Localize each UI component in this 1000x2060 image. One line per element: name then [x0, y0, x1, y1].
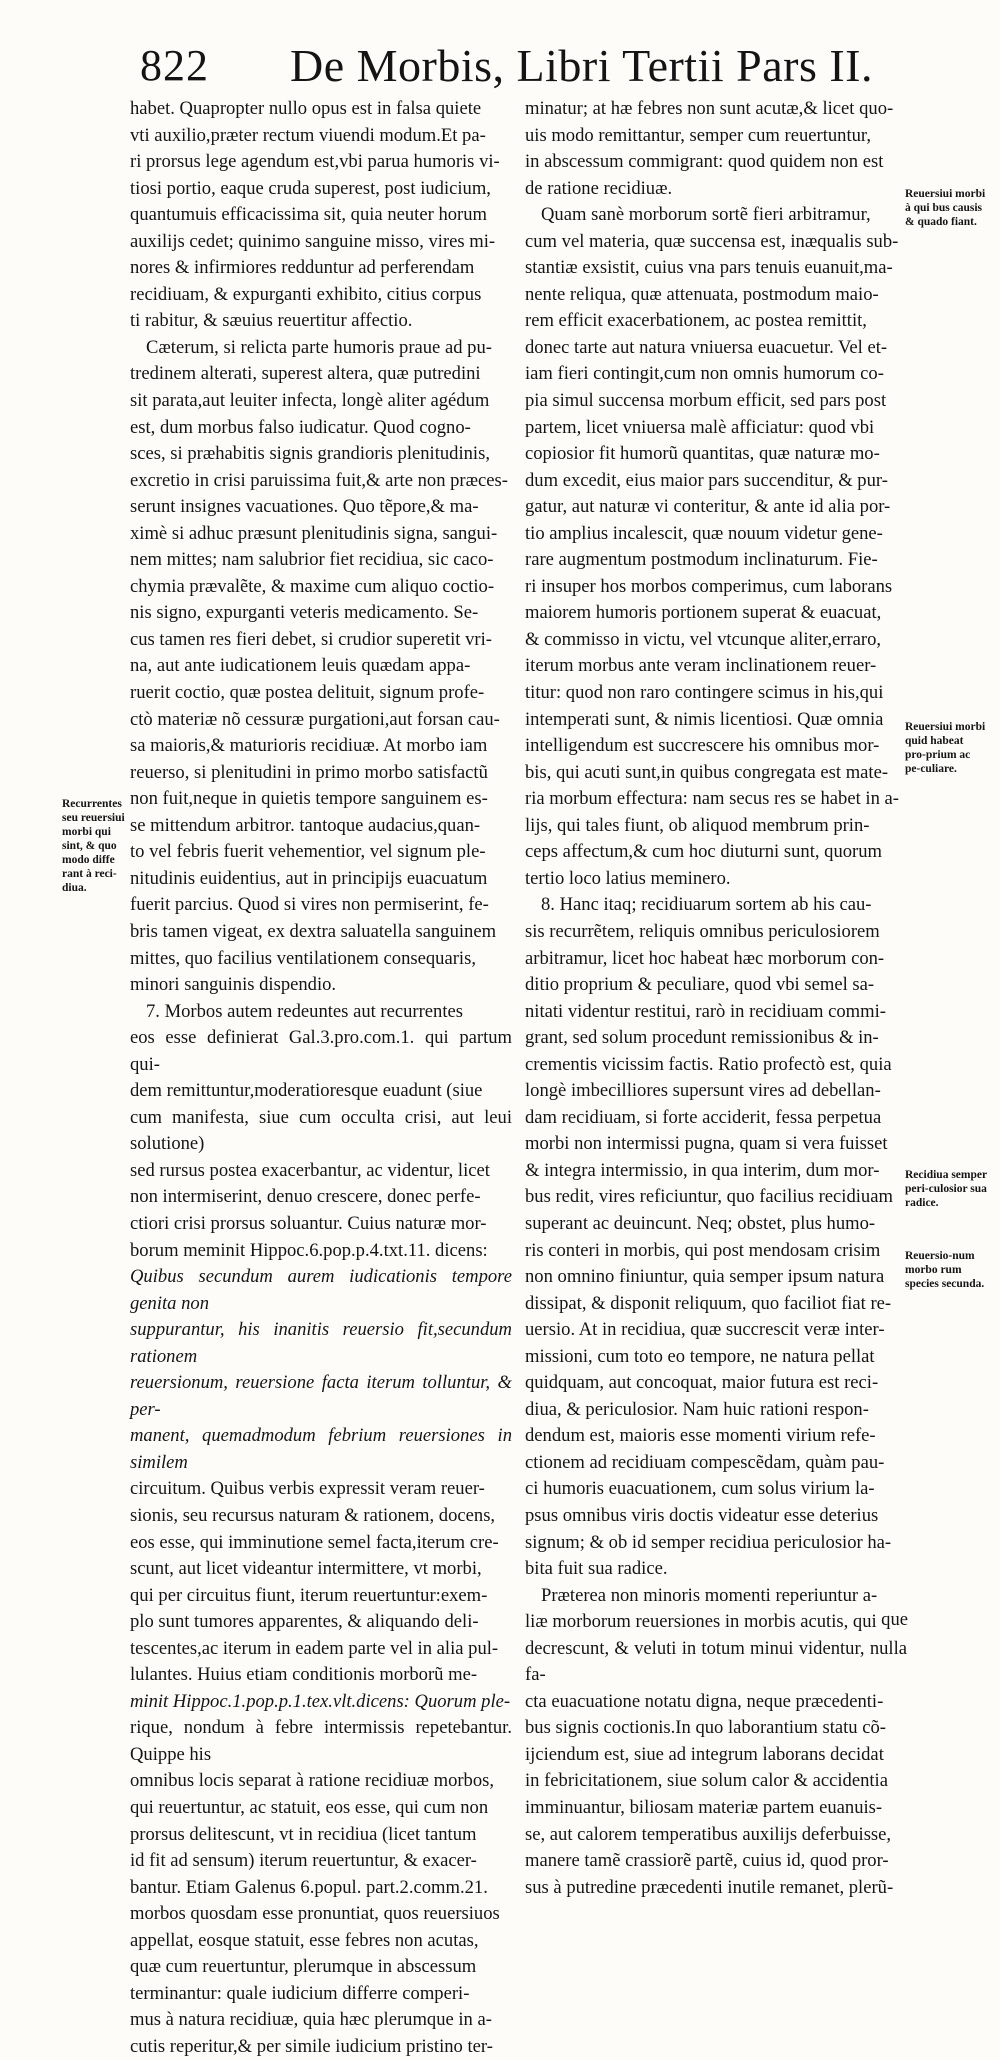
text-line: circuitum. Quibus verbis expressit veram reuer- [130, 1478, 485, 1500]
text-line: Cæterum, si relicta parte humoris praue ad pu- [146, 336, 492, 358]
text-line: dendum est, maioris esse momenti virium refe- [525, 1425, 876, 1447]
text-line: bita fuit sua radice. [525, 1558, 668, 1580]
text-line: ci humoris euacuationem, cum solus virium la- [525, 1478, 875, 1500]
text-line: auxilijs cedet; quinimo sanguine misso, vires mi- [130, 230, 496, 252]
text-line: partem, licet vniuersa malè afficiatur: quod vbi [525, 416, 875, 438]
text-line: diua, & periculosior. Nam huic rationi respon- [525, 1398, 869, 1420]
text-line: stantiæ exsistit, cuius vna pars tenuis euanuit,ma- [525, 257, 893, 279]
text-line: non fuit,neque in quietis tempore sanguinem es- [130, 788, 488, 810]
text-line: qui per circuitus fiunt, iterum reuertuntur:exem- [130, 1584, 488, 1606]
running-title: De Morbis, Libri Tertii Pars II. [290, 40, 874, 91]
text-line: tescentes,ac iterum in eadem parte vel in alia pul- [130, 1637, 499, 1659]
text-line: manere tamẽ crassiorẽ partẽ, cuius id, quod pror- [525, 1850, 889, 1872]
text-line: 8. Hanc itaq; recidiuarum sortem ab his cau- [541, 894, 872, 916]
text-line: nores & infirmiores redduntur ad perferendam [130, 257, 475, 279]
text-line: sis recurrẽtem, reliquis omnibus periculosiorem [525, 920, 880, 942]
text-line: 7. Morbos autem redeuntes aut recurrentes [146, 1000, 464, 1022]
text-line: plo sunt tumores apparentes, & aliquando deli- [130, 1611, 479, 1633]
text-line: & commisso in victu, vel vtcunque aliter,erraro, [525, 628, 882, 650]
text-line: bis, qui acuti sunt,in quibus congregata est mate- [525, 761, 889, 783]
text-line: eos esse, qui imminutione semel facta,iterum cre- [130, 1531, 499, 1553]
text-line: ctiori crisi prorsus soluantur. Cuius naturæ mor- [130, 1212, 487, 1234]
marginal-note-reuersionum: Reuersio-num morbo rum species secunda. [905, 1250, 985, 1290]
text-line: recidiuam, & expurganti exhibito, citius corpus [130, 283, 482, 305]
text-line: morbi non intermissi pugna, quam si vera fuisset [525, 1133, 888, 1155]
text-line: maiorem humoris portionem superat & euacuat, [525, 602, 882, 624]
text-line: scunt, aut licet videantur intermittere, vt morbi, [130, 1558, 482, 1580]
text-line: dissipat, & disponit reliquum, quo faciliot fiat re- [525, 1292, 892, 1314]
text-line: qui reuertuntur, ac statuit, eos esse, qui cum non [130, 1797, 489, 1818]
text-line: tiosi portio, eaque cruda superest, post iudicium, [130, 177, 491, 199]
text-line: Quibus secundum aurem iudicationis tempore genita non [130, 1266, 512, 1314]
text-line: copiosior fit humorũ quantitas, quæ naturæ mo- [525, 443, 880, 465]
text-line: prorsus delitescunt, vt in recidiua (licet tantum [130, 1823, 477, 1845]
text-line: liæ morborum reuersiones in morbis acutis, qui [525, 1611, 877, 1633]
text-line: serunt insignes vacuationes. Quo tẽpore,& ma- [130, 496, 479, 518]
marginal-note-reuersiui: Reuersiui morbi à qui bus causis & quado fiant. [905, 188, 986, 228]
text-line: cutis reperitur,& per simile iudicium pristino ter- [130, 2035, 493, 2057]
text-line: cum vel materia, quæ succensa est, inæqualis sub- [525, 230, 899, 252]
text-line: imminuantur, biliosam materiæ partem euanuis- [525, 1797, 883, 1818]
text-line: nem mittes; nam salubrior fiet recidiua, sic caco- [130, 549, 494, 571]
text-line: rem efficit exacerbationem, ac postea remittit, [525, 310, 867, 332]
text-line: quantumuis efficacissima sit, quia neuter horum [130, 204, 487, 226]
text-line: intemperati sunt, & nimis licentiosi. Quæ omnia [525, 708, 884, 730]
text-line: ruerit coctio, quæ postea delituit, signum profe- [130, 682, 485, 704]
text-line: superant ac deuincunt. Neq; obstet, plus humo- [525, 1212, 876, 1234]
text-line: to vel febris fuerit vehementior, vel signum ple- [130, 841, 486, 863]
page-header [140, 40, 900, 92]
marginal-note-recidiua: Recidiua semper peri-culosior sua radice. [905, 1169, 987, 1209]
left-text-column [130, 96, 512, 2060]
text-line: rique, nondum à febre intermissis repetebantur. Quippe his [130, 1717, 512, 1765]
text-line: titur: quod non raro contingere scimus in his,qui [525, 682, 884, 704]
text-line: chymia prævalẽte, & maxime cum aliquo coctio- [130, 575, 495, 597]
text-line: gatur, aut naturæ vi conteritur, & ante id alia por- [525, 496, 891, 518]
text-line: nis signo, expurganti veteris medicamento. Se- [130, 602, 479, 624]
text-line: sed rursus postea exacerbantur, ac videntur, licet [130, 1159, 490, 1181]
text-line: ctò materiæ nõ cessuræ purgationi,aut forsan cau- [130, 708, 500, 730]
text-line: sa maioris,& maturioris recidiuæ. At morbo iam [130, 735, 488, 757]
text-line: mittes, quo facilius ventilationem consequaris, [130, 947, 476, 969]
text-line: lulantes. Huius etiam conditionis morborũ me- [130, 1664, 478, 1686]
text-line: ctionem ad recidiuam compescẽdam, quàm pau- [525, 1451, 885, 1473]
text-line: ris conteri in morbis, qui post mendosam crisim [525, 1239, 881, 1261]
text-line: non intermiserint, denuo crescere, donec perfe- [130, 1186, 481, 1208]
text-line: quidquam, aut concoquat, maior futura est reci- [525, 1372, 879, 1394]
text-line: cus tamen res fieri debet, si crudior superetit vri- [130, 628, 492, 650]
text-line: tertio loco latius meminero. [525, 867, 731, 889]
text-line: ceps affectum,& cum hoc diuturni sunt, quorum [525, 841, 882, 863]
text-line: se mittendum arbitror. tantoque audacius,quan- [130, 814, 481, 836]
text-line: psus omnibus viris doctis videatur esse deterius [525, 1504, 879, 1526]
text-line: mus à natura recidiuæ, quia hæc plerumque in a- [130, 2009, 492, 2031]
text-line: bus signis coctionis.In quo laborantium statu cõ- [525, 1717, 886, 1739]
text-line: nitudinis euidentius, aut in principijs euacuatum [130, 867, 488, 889]
text-line: decrescunt, & veluti in totum minui videntur, nulla fa- [525, 1637, 907, 1686]
text-line: reuersionum, reuersione facta iterum tolluntur, & per- [130, 1372, 512, 1420]
text-line: habet. Quapropter nullo opus est in falsa quiete [130, 98, 482, 119]
text-line: in febricitationem, siue solum calor & accidentia [525, 1770, 888, 1792]
text-line: & integra intermissio, in qua interim, dum mor- [525, 1159, 880, 1181]
text-line: pia simul succensa morbum efficit, sed pars post [525, 390, 887, 412]
text-line: bris tamen vigeat, ex dextra saluatella sanguinem [130, 920, 497, 942]
text-line: terminantur: quale iudicium differre comperi- [130, 1982, 470, 2004]
text-line: donec tarte aut natura vniuersa euacuetur. Vel et- [525, 336, 888, 358]
text-line: ri insuper hos morbos comperimus, cum laborans [525, 575, 893, 597]
text-line: de ratione recidiuæ. [525, 177, 673, 199]
text-line: ria morbum effectura: nam secus res se habet in a- [525, 788, 899, 810]
text-line: dum excedit, eius maior pars succenditur, & pur- [525, 469, 888, 491]
text-line: suppurantur, his inanitis reuersio fit,secundum rationem [130, 1319, 512, 1367]
text-line: bus redit, vires reficiuntur, quo facilius recidiuam [525, 1186, 893, 1208]
text-line: est, dum morbus falso iudicatur. Quod cogno- [130, 416, 471, 438]
marginal-note-reuersiui-proprium: Reuersiui morbi quid habeat pro-prium ac pe-culiare. [905, 721, 986, 775]
text-line: minit Hippoc.1.pop.p.1.tex.vlt.dicens: Quorum ple- [130, 1690, 511, 1712]
text-line: sionis, seu recursus naturam & rationem, docens, [130, 1504, 496, 1526]
text-line: cum manifesta, siue cum occulta crisi, aut leui solutione) [130, 1106, 512, 1155]
text-line: fuerit parcius. Quod si vires non permiserint, fe- [130, 894, 489, 916]
marginal-note-recurrentes: Recurrentes seu reuersiui morbi qui sint, & quo modo diffe rant à reci-diua. [62, 798, 125, 894]
text-line: dem remittuntur,moderatioresque euadunt (siue [130, 1080, 483, 1102]
text-line: vti auxilio,præter rectum viuendi modum.Et pa- [130, 124, 486, 146]
text-line: cta euacuatione notatu digna, neque præcedenti- [525, 1690, 884, 1712]
text-line: eos esse definierat Gal.3.pro.com.1. qui partum qui- [130, 1027, 512, 1075]
text-line: borum meminit Hippoc.6.pop.p.4.txt.11. dicens: [130, 1239, 488, 1261]
right-text-column [525, 96, 907, 1901]
text-line: bantur. Etiam Galenus 6.popul. part.2.comm.21. [130, 1876, 488, 1898]
text-line: lijs, qui tales fiunt, ob aliquod membrum prin- [525, 814, 870, 836]
text-line: ditio proprium & peculiare, quod vbi semel sa- [525, 974, 875, 996]
text-line: in abscessum commigrant: quod quidem non est [525, 151, 884, 173]
text-line: intelligendum est succrescere his omnibus mor- [525, 735, 880, 757]
text-line: manent, quemadmodum febrium reuersiones in similem [130, 1425, 512, 1473]
text-line: longè imbecilliores supersunt vires ad debellan- [525, 1080, 881, 1102]
text-line: se, aut calorem temperatibus auxilijs deferbuisse, [525, 1823, 892, 1845]
page-number: 822 [140, 41, 209, 90]
text-line: dam recidiuam, si forte acciderit, fessa perpetua [525, 1106, 882, 1128]
text-line: appellat, eosque statuit, esse febres non acutas, [130, 1929, 479, 1951]
text-line: nitati videntur restitui, rarò in recidiuam commi- [525, 1000, 886, 1022]
text-line: omnibus locis separat à ratione recidiuæ morbos, [130, 1770, 495, 1792]
text-line: uis modo remittantur, semper cum reuertuntur, [525, 124, 872, 146]
text-line: nente reliqua, quæ attenuata, postmodum maio- [525, 283, 879, 305]
text-line: id fit ad sensum) iterum reuertuntur, & exacer- [130, 1850, 477, 1872]
text-line: non omnino finiuntur, quia semper ipsum natura [525, 1266, 885, 1288]
text-line: Quam sanè morborum sortẽ fieri arbitramur, [541, 204, 871, 226]
text-line: signum; & ob id semper recidiua periculosior ha- [525, 1531, 892, 1553]
text-line: quæ cum reuertuntur, plerumque in abscessum [130, 1956, 477, 1978]
text-line: ti rabitur, & sæuius reuertitur affectio. [130, 310, 413, 332]
text-line: sus à putredine præcedenti inutile remanet, plerũ- [525, 1876, 894, 1898]
text-line: missioni, cum toto eo tempore, ne natura pellat [525, 1345, 875, 1367]
text-line: minatur; at hæ febres non sunt acutæ,& licet quo- [525, 98, 894, 119]
text-line: sces, si præhabitis signis grandioris plenitudinis, [130, 443, 490, 465]
text-line: morbos quosdam esse pronuntiat, quos reuersiuos [130, 1903, 500, 1925]
text-line: na, aut ante iudicationem leuis quædam appa- [130, 655, 471, 677]
catchword: que [881, 1609, 908, 1630]
text-line: ijciendum est, siue ad integrum laborans decidat [525, 1743, 884, 1765]
text-line: crementis vicissim factis. Ratio profectò est, quia [525, 1053, 892, 1075]
text-line: minori sanguinis dispendio. [130, 974, 337, 996]
text-line: uersio. At in recidiua, quæ succrescit veræ inter- [525, 1319, 885, 1341]
text-line: tio amplius incalescit, quæ nouum videtur gene- [525, 522, 883, 544]
text-line: tredinem alterati, superest altera, quæ putredini [130, 363, 481, 385]
text-line: ximè si adhuc præsunt plenitudinis signa, sangui- [130, 522, 498, 544]
text-line: iam fieri contingit,cum non omnis humorum co- [525, 363, 884, 385]
text-line: rare augmentum postmodum inclinaturum. Fie- [525, 549, 878, 571]
text-line: sit parata,aut leuiter infecta, longè aliter agédum [130, 390, 490, 412]
text-line: reuerso, si plenitudini in primo morbo satisfactũ [130, 761, 488, 783]
text-line: grant, sed solum procedunt remissionibus & in- [525, 1027, 879, 1049]
text-line: iterum morbus ante veram inclinationem reuer- [525, 655, 877, 677]
text-line: arbitramur, licet hoc habeat hæc morborum con- [525, 947, 885, 969]
text-line: excretio in crisi paruissima fuit,& arte non præces- [130, 469, 508, 491]
text-line: Præterea non minoris momenti reperiuntur a- [541, 1584, 878, 1606]
text-line: ri prorsus lege agendum est,vbi parua humoris vi- [130, 151, 500, 173]
